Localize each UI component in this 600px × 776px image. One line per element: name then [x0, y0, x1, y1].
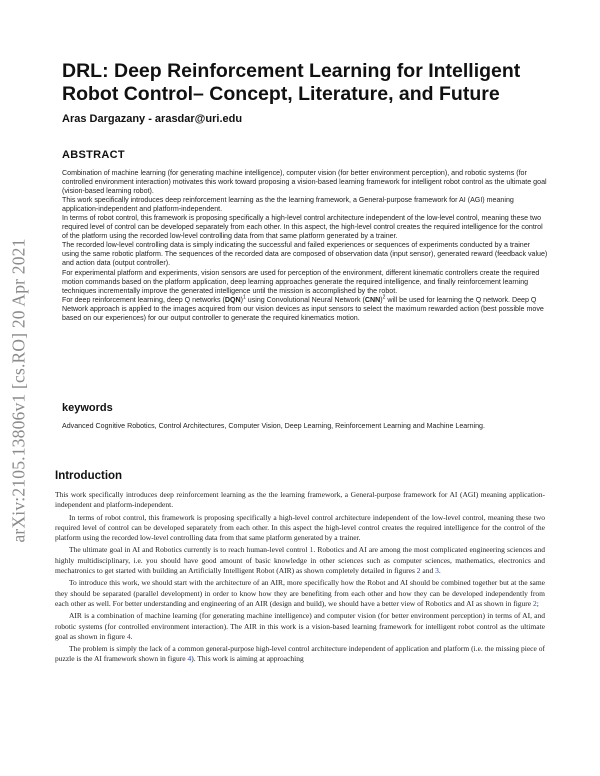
text-run: ;: [536, 598, 539, 608]
text-run: For deep reinforcement learning, deep Q networks (: [62, 295, 225, 304]
arxiv-identifier: arXiv:2105.13806v1 [cs.RO] 20 Apr 2021: [8, 237, 29, 543]
text-run: ). This work is aiming at approaching: [191, 654, 304, 664]
figure-link[interactable]: 4: [187, 654, 192, 664]
text-run: .: [438, 566, 441, 576]
dqn-term: DQN: [224, 295, 241, 304]
text-run: To introduce this work, we should start with the architecture of an AIR, more specifically how the Robot and AI should be combined together but at the same they should be separated (parallel development) in order to know how they are benefiting from each other and how they can be developed independently from each other as well. For better understanding and engineering of an AIR (design and build), we should have a better view of Robotics and AI as shown in figure: [55, 578, 545, 608]
text-run: using Convolutional Neural Network (: [245, 295, 365, 304]
figure-link[interactable]: 3: [435, 566, 439, 576]
abstract-paragraph: Combination of machine learning (for generating machine intelligence), computer vision (for better environment perception), and robotic systems (for controlled environment interaction) motivates this work toward proposing a vision-based learning framework for intelligent robot control as the ultimate goal (vision-based learning robot).: [62, 169, 547, 196]
keywords-heading: keywords: [62, 402, 113, 414]
text-run: will be used for learning the Q network. Deep Q Network approach is applied to the images acquired from our vision devices as input sensors to select the maximum rewarded action (best possible move based on our experiences) for our output controller to generate the required kinematics motion.: [62, 295, 544, 322]
intro-paragraph: [55, 611, 545, 642]
figure-link[interactable]: 4: [126, 631, 131, 641]
cnn-term: CNN: [364, 295, 381, 304]
footnote-marker: 2: [382, 294, 386, 301]
abstract-paragraph: This work specifically introduces deep reinforcement learning as the the learning framework, a General-purpose framework for AI (AGI) meaning application-independent and platform-independent.: [62, 196, 514, 214]
abstract-paragraph: The recorded low-level controlling data is simply indicating the successful and failed experiences or sequences of experiments conducted by a trainer using the same robotic platform. The sequences of the recorded data are composed of observation data (input sensor), generated reward (feedback value) and action data (output controller).: [62, 241, 548, 268]
intro-paragraph: This work specifically introduces deep reinforcement learning as the the learning framework, a General-purpose framework for AI (AGI) meaning application-independent and platform-independent.: [55, 490, 545, 510]
intro-paragraph: [55, 578, 545, 609]
keywords-text: Advanced Cognitive Robotics, Control Architectures, Computer Vision, Deep Learning, Reinforcement Learning and Machine Learning.: [62, 422, 485, 430]
text-run: The ultimate goal in AI and Robotics currently is to reach human-level control: [69, 545, 310, 555]
text-run: . Robotics and AI are among the most complicated engineering sciences and highly multidisciplinary, i.e. you should have good amount of basic knowledge in other sciences such as computer sciences, mathematics, electronics and mechatronics to get started with building an Artificially Intelligent Robot (AIR) as shown completely detailed in figures: [55, 545, 545, 576]
text-run: .: [130, 631, 133, 641]
footnote-marker: 1: [243, 294, 246, 301]
text-run: The problem is simply the lack of a common general-purpose high-level control architecture independent of application and platform (i.e. the missing piece of puzzle is the AI framework shown in figure: [55, 644, 545, 664]
figure-link[interactable]: 2: [416, 566, 421, 576]
abstract-paragraph: For experimental platform and experiments, vision sensors are used for perception of the environment, different kinematic controllers create the required motion commands based on the platform application, deep learning approaches generate the required intelligence, and finally reinforcement learning techniques incrementally improve the generated intelligence until the mission is accomplished by the robot.: [62, 268, 540, 295]
abstract-body: [62, 169, 548, 323]
intro-paragraph: [55, 644, 545, 665]
paper-title: DRL: Deep Reinforcement Learning for Intelligent Robot Control– Concept, Literature, and Future: [62, 60, 521, 105]
introduction-body: [55, 490, 545, 667]
abstract-paragraph: For deep reinforcement learning, deep Q networks (DQN)$^1$ using Convolutional Neural Network (CNN)$^2$ will be used for learning the Q network. Deep Q Network approach is applied to the images acquired from our vision devices as input sensors to select the maximum rewarded action (best possible move based on our experiences) for our output controller to generate the required kinematics motion.: [62, 294, 544, 322]
introduction-heading: Introduction: [55, 470, 123, 482]
figure-link[interactable]: 2: [533, 598, 537, 608]
arxiv-margin-stamp: [4, 200, 34, 580]
text-run: AIR is a combination of machine learning (for generating machine intelligence) and computer vision (for better environment perception) in terms of AI, and robotic systems (for controlled environment interaction). The AIR in this work is a vision-based learning framework for intelligent robot control as the ultimate goal as shown in figure: [55, 611, 545, 641]
abstract-paragraph: In terms of robot control, this framework is proposing specifically a high-level control architecture independent of the low-level control, meaning these two required level of control can be developed separately from each other. In this aspect, the high-level control creates the required intelligence for the control of the platform using the recorded low-level controlling data from that same platform generated by a trainer.: [62, 214, 543, 241]
abstract-heading: ABSTRACT: [62, 149, 125, 161]
intro-paragraph: [55, 545, 545, 576]
intro-paragraph: In terms of robot control, this framework is proposing specifically a high-level control architecture independent of the low-level control, meaning these two required level of control can be developed separately from each other. In this aspect the high-level control creates the required intelligence for the control of the platform using the recorded low-level controlling data from that same platform generated by a trainer.: [55, 512, 545, 543]
text-run: and: [420, 566, 436, 576]
author-line: Aras Dargazany - arasdar@uri.edu: [62, 113, 243, 125]
citation-link[interactable]: 1: [309, 545, 314, 555]
